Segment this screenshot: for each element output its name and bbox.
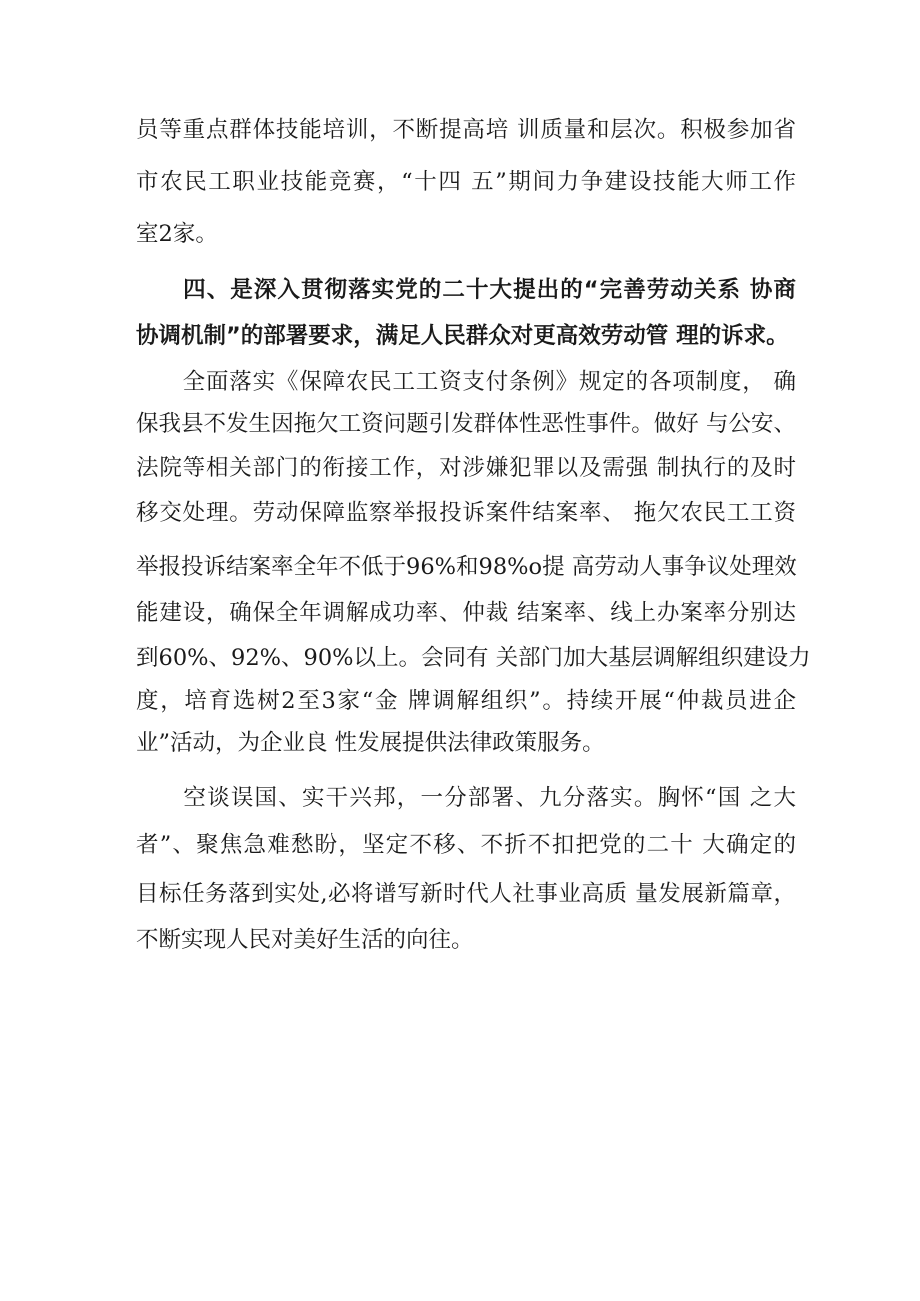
- paragraph-line: 保我县不发生因拖欠工资问题引发群体性恶性事件。做好 与公安、: [136, 411, 796, 437]
- paragraph-line: 不断实现人民对美好生活的向往。: [136, 927, 474, 953]
- paragraph-line: 目标任务落到实处,必将谱写新时代人社事业高质 量发展新篇章，: [136, 881, 796, 907]
- paragraph-line: 全面落实《保障农民工工资支付条例》规定的各项制度， 确: [136, 369, 796, 395]
- paragraph-line: 市农民工职业技能竞赛，“十四 五”期间力争建设技能大师工作: [136, 169, 796, 195]
- paragraph-line: 空谈误国、实干兴邦，一分部署、九分落实。胸怀“国 之大: [136, 785, 796, 811]
- paragraph-line: 员等重点群体技能培训，不断提高培 训质量和层次。积极参加省: [136, 117, 796, 143]
- paragraph-line: 业”活动，为企业良 性发展提供法律政策服务。: [136, 730, 605, 756]
- paragraph-line: 移交处理。劳动保障监察举报投诉案件结案率、 拖欠农民工工资: [136, 500, 796, 526]
- section-heading-line: 四、是深入贯彻落实党的二十大提出的“完善劳动关系 协商: [136, 277, 796, 303]
- paragraph-line: 到60%、92%、90%以上。会同有 关部门加大基层调解组织建设力: [136, 645, 811, 671]
- paragraph-line: 能建设，确保全年调解成功率、仲裁 结案率、线上办案率分别达: [136, 600, 796, 626]
- paragraph-line: 室2家。: [136, 221, 218, 247]
- paragraph-line: 者”、聚焦急难愁盼，坚定不移、不折不扣把党的二十 大确定的: [136, 832, 796, 858]
- section-heading-line: 协调机制”的部署要求，满足人民群众对更高效劳动管 理的诉求。: [136, 323, 789, 349]
- paragraph-line: 法院等相关部门的衔接工作，对涉嫌犯罪以及需强 制执行的及时: [136, 455, 796, 481]
- paragraph-line: 度，培育选树2至3家“金 牌调解组织”。持续开展“仲裁员进企: [136, 688, 796, 714]
- paragraph-line: 举报投诉结案率全年不低于96%和98%o提 高劳动人事争议处理效: [136, 554, 797, 580]
